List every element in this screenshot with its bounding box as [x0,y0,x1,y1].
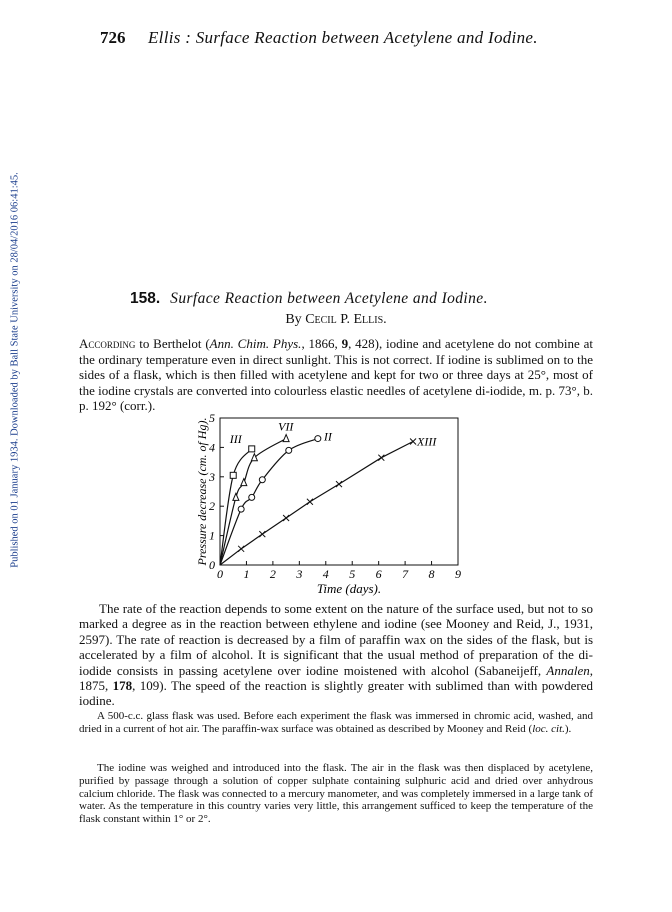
article-title [130,290,560,308]
series-label-xiii: XIII [417,434,437,449]
y-tick-label: 3 [209,469,215,484]
download-sidebar [6,160,24,580]
pressure-chart [196,410,496,598]
text-run: A 500-c.c. glass flask was used. Before each experiment the flask was immersed in chromic acid, washed, and dried in a current of hot air. The paraffin-wax surface was obtained as described by Mooney and Reid ( [79,710,593,735]
volume-ref: 9 [341,336,349,351]
text-run: , 109). The speed of the reaction is slightly greater with sublimed than with powdered iodine. [79,678,594,709]
point-xiii [283,515,289,521]
x-tick-label: 7 [402,567,409,581]
x-tick-label: 5 [349,567,356,581]
y-tick-label: 2 [209,499,215,514]
point-ii [249,494,255,500]
point-vii [241,479,247,486]
download-note: Published on 01 January 1934. Downloaded by Ball State University on 28/04/2016 06:41:45. [9,172,21,568]
page-header [100,28,580,54]
text-run: , 428), iodine and acetylene do not combine at the ordinary temperature even in direct sunlight. This is not correct. If iodine is sublimed on to the sides of a flask, which is then filled with acetylene and kept for two or three days at 25°, most of the iodine crystals are converted into colourless elastic needles of acetylene di-iodide, m. p. 73°, b. p. 192° (corr.). [79,336,593,413]
series-label-iii: III [229,431,242,446]
text-run: The rate of the reaction depends to some extent on the nature of the surface used, but not to so marked a degree as in the reaction between ethylene and iodine (see Mooney and Reid, J., 1931, 2597). The rate of reaction is decreased by a film of paraffin wax on the sides of the flask, but is accelerated by a film of alcohol. It is significant that the usual method of preparation of the di-iodide consists in passing acetylene over iodine moistened with alcohol (Sabaneijeff, [79,601,593,678]
point-ii [315,436,321,442]
running-title: Ellis : Surface Reaction between Acetylene and Iodine. [148,28,538,47]
figure [196,410,496,598]
series-label-vii: VII [278,419,294,434]
point-xiii [259,531,265,537]
x-tick-label: 4 [322,567,329,581]
y-tick-label: 5 [209,411,215,425]
y-tick-label: 4 [209,440,215,455]
journal-ref: Annalen [546,662,590,678]
y-tick-label: 0 [209,558,215,572]
point-iii [230,472,236,478]
x-tick-label: 2 [269,567,276,581]
loc-cit: loc. cit. [532,722,565,735]
point-iii [249,446,255,452]
article-title-text: Surface Reaction between Acetylene and Iodine. [170,290,488,307]
experimental-para-1 [79,710,593,736]
point-xiii [238,546,244,552]
point-vii [233,493,239,500]
x-tick-label: 1 [243,567,250,581]
byline-prefix: By [285,312,302,327]
volume-ref: 178 [112,678,133,694]
point-xiii [410,439,416,445]
point-xiii [336,481,342,487]
page-number: 726 [100,28,126,47]
byline [0,312,672,328]
text-run: , 1866, [301,336,342,351]
x-axis-label: Time (days). [316,581,382,596]
author-name: Cecil P. Ellis. [305,312,387,327]
point-ii [259,477,265,483]
point-vii [251,454,257,461]
point-xiii [307,499,313,505]
text-run: , 1875, [79,662,593,694]
lead-word: According [79,336,136,351]
series-label-ii: II [323,429,332,444]
text-run: to Berthelot ( [135,336,210,351]
x-tick-label: 6 [375,567,382,581]
y-axis-label: Pressure decrease (cm. of Hg). [196,417,209,566]
paragraph-intro [79,336,593,414]
article-number: 158. [130,290,161,307]
y-tick-label: 1 [209,528,215,543]
point-xiii [378,455,384,461]
x-tick-label: 8 [428,567,435,581]
x-tick-label: 9 [455,567,461,581]
experimental-para-2: The iodine was weighed and introduced into the flask. The air in the flask was then displaced by acetylene, purified by passage through a solution of copper sulphate containing sulphuric acid and dried over anhydrous calcium chloride. The flask was connected to a mercury manometer, and was completely immersed in a large tank of water. As the temperature in this country varies very little, this arrangement sufficed to keep the temperature of the flask constant within 1° or 2°. [79,762,593,826]
point-ii [286,447,292,453]
x-tick-label: 3 [296,567,303,581]
paragraph-rate [79,601,593,709]
point-vii [283,435,289,442]
journal-ref: Ann. Chim. Phys. [209,336,302,351]
text-run: ). [564,722,572,735]
series-line-iii [220,449,252,565]
point-ii [238,506,244,512]
x-tick-label: 0 [217,567,223,581]
